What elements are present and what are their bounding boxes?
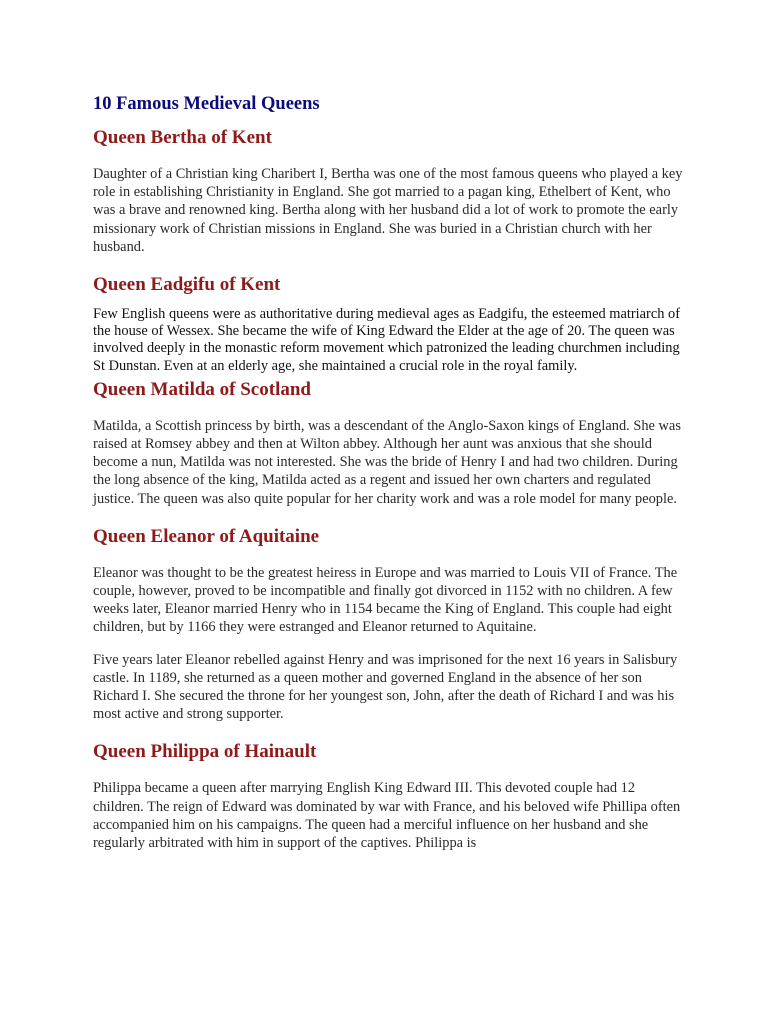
section-paragraph: Daughter of a Christian king Charibert I, Bertha was one of the most famous queens who played a key role in establishing Christianity in England. She got married to a pagan king, Ethelbert of Kent, who was a brave and renowned king. Bertha along with her husband did a lot of work to promote the early missionary work of Christian missions in England. She was buried in a Christian church with her husband.: [93, 166, 683, 255]
section-heading: Queen Eadgifu of Kent: [93, 274, 281, 296]
section-queen-eleanor: [93, 525, 683, 724]
document-title: 10 Famous Medieval Queens: [93, 94, 320, 114]
document-body: [93, 93, 683, 852]
section-queen-eadgifu: [93, 273, 683, 375]
section-queen-bertha: [93, 126, 683, 256]
section-paragraph: Matilda, a Scottish princess by birth, was a descendant of the Anglo-Saxon kings of England. She was raised at Romsey abbey and then at Wilton abbey. Although her aunt was anxious that she should become a nun, Matilda was not interested. She was the bride of Henry I and had two children. During the long absence of the king, Matilda acted as a regent and issued her own charters and regulated justice. The queen was also quite popular for her charity work and was a role model for many people.: [93, 417, 681, 507]
section-paragraph: Few English queens were as authoritative during medieval ages as Eadgifu, the esteemed matriarch of the house of Wessex. She became the wife of King Edward the Elder at the age of 20. The queen was involved deeply in the monastic reform movement which patronized the leading churchmen including St Dunstan. Even at an elderly age, she maintained a crucial role in the royal family.: [93, 306, 681, 374]
section-paragraph: Philippa became a queen after marrying English King Edward III. This devoted couple had 12 children. The reign of Edward was dominated by war with France, and his beloved wife Phillipa often accompanied him on his campaigns. The queen had a merciful influence on her husband and she regularly arbitrated with him in support of the captives. Philippa is: [93, 780, 681, 852]
section-heading: Queen Philippa of Hainault: [93, 741, 317, 763]
section-heading: Queen Eleanor of Aquitaine: [93, 525, 320, 547]
section-paragraph: Eleanor was thought to be the greatest heiress in Europe and was married to Louis VII of France. The couple, however, proved to be incompatible and finally got divorced in 1152 with no children. A few weeks later, Eleanor married Henry who in 1154 became the King of England. This couple had eight children, but by 1166 they were estranged and Eleanor returned to Aquitaine.: [93, 564, 678, 636]
section-paragraph: Five years later Eleanor rebelled against Henry and was imprisoned for the next 16 years in Salisbury castle. In 1189, she returned as a queen mother and governed England in the absence of her son Richard I. She secured the throne for her youngest son, John, after the death of Richard I and was his most active and strong supporter.: [93, 651, 678, 723]
section-queen-philippa: [93, 740, 683, 852]
section-heading: Queen Matilda of Scotland: [93, 378, 311, 400]
section-heading: Queen Bertha of Kent: [93, 127, 272, 148]
section-queen-matilda: [93, 378, 683, 508]
